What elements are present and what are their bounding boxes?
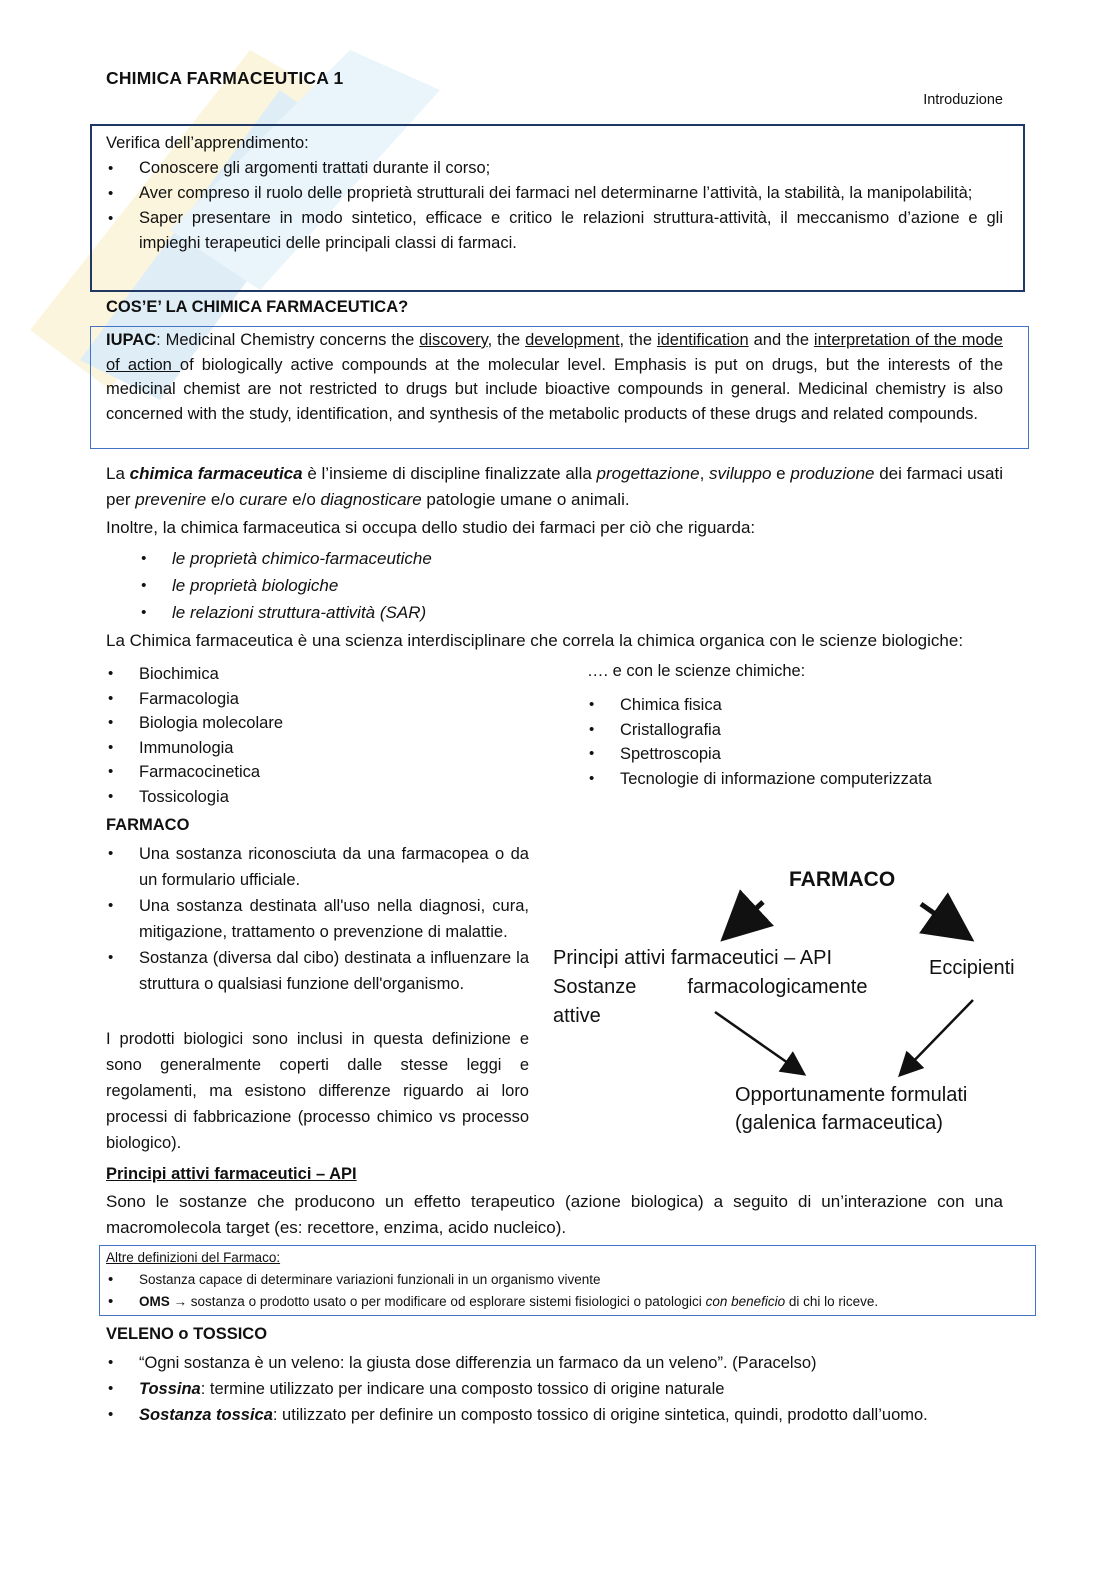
text-run: Principi attivi farmaceutici – API bbox=[553, 947, 832, 969]
arrow-to-eccipienti bbox=[921, 904, 958, 930]
text-run: Altre definizioni del Farmaco: bbox=[106, 1250, 281, 1265]
text-run: : termine utilizzato per indicare una composto tossico di origine naturale bbox=[200, 1380, 725, 1398]
list-item bbox=[106, 1291, 1026, 1313]
list-item: • Una sostanza destinata all'uso nella diagnosi, cura, mitigazione, trattamento o prevenzione di malattie. bbox=[106, 893, 529, 945]
section-heading-veleno: VELENO o TOSSICO bbox=[106, 1325, 268, 1343]
list-item: • Sostanza (diversa dal cibo) destinata a influenzare la struttura o qualsiasi funzione dell'organismo. bbox=[106, 945, 529, 997]
diagram-bottom-label bbox=[735, 1081, 967, 1137]
farmaco-diagram bbox=[553, 860, 1093, 1150]
inoltre-paragraph: Inoltre, la chimica farmaceutica si occupa dello studio dei farmaci per ciò che riguarda: bbox=[106, 518, 756, 537]
text-run: e/o bbox=[206, 490, 240, 509]
iupac-label: IUPAC bbox=[106, 331, 157, 349]
text-run: e bbox=[771, 464, 791, 483]
text-run: development bbox=[525, 331, 620, 349]
text-run: Sostanza tossica bbox=[139, 1406, 273, 1424]
text-run: identification bbox=[656, 331, 749, 349]
list-item: • Saper presentare in modo sintetico, efficace e critico le relazioni struttura-attività, il meccanismo d’azione e gli impieghi terapeutici delle principali classi di farmaci. bbox=[106, 206, 1003, 256]
text-run: discovery bbox=[419, 331, 488, 349]
text-run: La bbox=[106, 464, 130, 483]
list-item: • Conoscere gli argomenti trattati durante il corso; bbox=[106, 156, 1003, 181]
document-title: CHIMICA FARMACEUTICA 1 bbox=[106, 68, 344, 88]
text-run: con beneficio bbox=[705, 1294, 786, 1309]
list-item: • Farmacologia bbox=[106, 687, 283, 712]
list-item: • Spettroscopia bbox=[587, 742, 932, 767]
arrow-to-api bbox=[735, 902, 763, 928]
chemical-sciences-intro: …. e con le scienze chimiche: bbox=[587, 662, 806, 680]
text-run: di chi lo riceve. bbox=[785, 1294, 879, 1309]
text-run: and the bbox=[748, 331, 814, 349]
text-run: Sostanze bbox=[553, 976, 637, 998]
arrow-eccipienti-to-formulati bbox=[905, 1000, 973, 1070]
properties-list bbox=[139, 545, 432, 626]
definition-paragraph bbox=[106, 461, 1003, 513]
api-paragraph: Sono le sostanze che producono un effetto terapeutico (azione biologica) a seguito di un’interazione con una macromolecola target (es: recettore, enzima, acido nucleico). bbox=[106, 1192, 1003, 1237]
veleno-list bbox=[106, 1350, 1026, 1428]
text-run: Opportunamente formulati bbox=[735, 1084, 968, 1106]
diagram-api-label bbox=[553, 944, 867, 1031]
iupac-definition bbox=[106, 328, 1003, 426]
other-definitions bbox=[106, 1247, 1026, 1313]
list-item: • Tossicologia bbox=[106, 785, 283, 810]
list-item: • Biochimica bbox=[106, 662, 283, 687]
list-item: • Immunologia bbox=[106, 736, 283, 761]
other-definitions-list bbox=[106, 1269, 1026, 1313]
text-run: diagnosticare bbox=[320, 490, 422, 509]
list-item bbox=[106, 1402, 1026, 1428]
farmaco-definitions bbox=[106, 841, 529, 997]
text-run: dei farmaci usati per bbox=[106, 464, 1004, 509]
text-run: sviluppo bbox=[709, 464, 772, 483]
list-item: • “Ogni sostanza è un veleno: la giusta dose differenzia un farmaco da un veleno”. (Paracelso) bbox=[106, 1350, 1026, 1376]
text-run: , bbox=[699, 464, 710, 483]
learning-list bbox=[106, 156, 1003, 256]
list-item: • Biologia molecolare bbox=[106, 711, 283, 736]
text-run: chimica farmaceutica bbox=[129, 464, 303, 483]
biological-products-paragraph: I prodotti biologici sono inclusi in questa definizione e sono generalmente coperti dalle stesse leggi e regolamenti, ma esistono differenze riguardo ai loro processi di fabbricazione (processo chimico vs processo biologico). bbox=[106, 1030, 529, 1152]
text-run: attive bbox=[553, 1005, 601, 1027]
list-item: • Farmacocinetica bbox=[106, 760, 283, 785]
list-item: • Cristallografia bbox=[587, 718, 932, 743]
text-run: Tossina bbox=[139, 1380, 201, 1398]
text-run: curare bbox=[239, 490, 288, 509]
text-run: patologie umane o animali. bbox=[421, 490, 630, 509]
learning-objectives bbox=[106, 131, 1003, 256]
section-heading-api bbox=[106, 1165, 357, 1184]
list-item: • le proprietà chimico-farmaceutiche bbox=[139, 545, 432, 572]
text-run: Principi attivi farmaceutici – API bbox=[106, 1165, 357, 1183]
list-item bbox=[106, 1376, 1026, 1402]
text-run: of biologically active compounds at the molecular level. Emphasis is put on drugs, but the interests of the medicinal chemist are not restricted to drugs but include bioactive compounds in general. Medicinal chemistry is also concerned with the study, identification, and synthesis of the metabolic products of these drugs and related compounds. bbox=[106, 355, 1003, 423]
text-run: : utilizzato per definire un composto tossico di origine sintetica, quindi, prodotto dall’uomo. bbox=[272, 1406, 928, 1424]
text-run: (galenica farmaceutica) bbox=[735, 1112, 943, 1134]
biological-sciences-list bbox=[106, 662, 283, 810]
interdisciplinary-paragraph: La Chimica farmaceutica è una scienza interdisciplinare che correla la chimica organica con le scienze biologiche: bbox=[106, 631, 964, 650]
list-item: • Chimica fisica bbox=[587, 693, 932, 718]
section-heading-farmaco: FARMACO bbox=[106, 816, 190, 834]
text-run: prevenire bbox=[135, 490, 207, 509]
list-item: • le proprietà biologiche bbox=[139, 572, 432, 599]
text-run: progettazione bbox=[596, 464, 700, 483]
text-run: , the bbox=[487, 331, 526, 349]
text-run: produzione bbox=[790, 464, 875, 483]
list-item: • Una sostanza riconosciuta da una farmacopea o da un formulario ufficiale. bbox=[106, 841, 529, 893]
text-run: e/o bbox=[287, 490, 321, 509]
diagram-top-label: FARMACO bbox=[789, 868, 896, 891]
text-run: → bbox=[169, 1294, 191, 1309]
learning-title: Verifica dell’apprendimento: bbox=[106, 134, 309, 152]
list-item: • Aver compreso il ruolo delle proprietà strutturali dei farmaci nel determinarne l’attività, la stabilità, la manipolabilità; bbox=[106, 181, 1003, 206]
chemical-sciences-list bbox=[587, 693, 932, 791]
text-run: : Medicinal Chemistry concerns the bbox=[156, 331, 420, 349]
list-item: • Tecnologie di informazione computerizzata bbox=[587, 767, 932, 792]
diagram-eccipienti-label: Eccipienti bbox=[929, 957, 1015, 979]
section-label: Introduzione bbox=[923, 92, 1003, 108]
text-run: sostanza o prodotto usato o per modificare od esplorare sistemi fisiologici o patologici bbox=[190, 1294, 706, 1309]
list-item: • Sostanza capace di determinare variazioni funzionali in un organismo vivente bbox=[106, 1269, 1026, 1291]
text-run: interpretation of the mode of action bbox=[106, 331, 1003, 374]
text-run: farmacologicamente bbox=[687, 976, 868, 998]
text-run: è l’insieme di discipline finalizzate alla bbox=[302, 464, 597, 483]
text-run: , the bbox=[619, 331, 657, 349]
list-item: • le relazioni struttura-attività (SAR) bbox=[139, 599, 432, 626]
section-heading-cose: COS’E’ LA CHIMICA FARMACEUTICA? bbox=[106, 298, 409, 316]
text-run: OMS bbox=[139, 1294, 170, 1309]
